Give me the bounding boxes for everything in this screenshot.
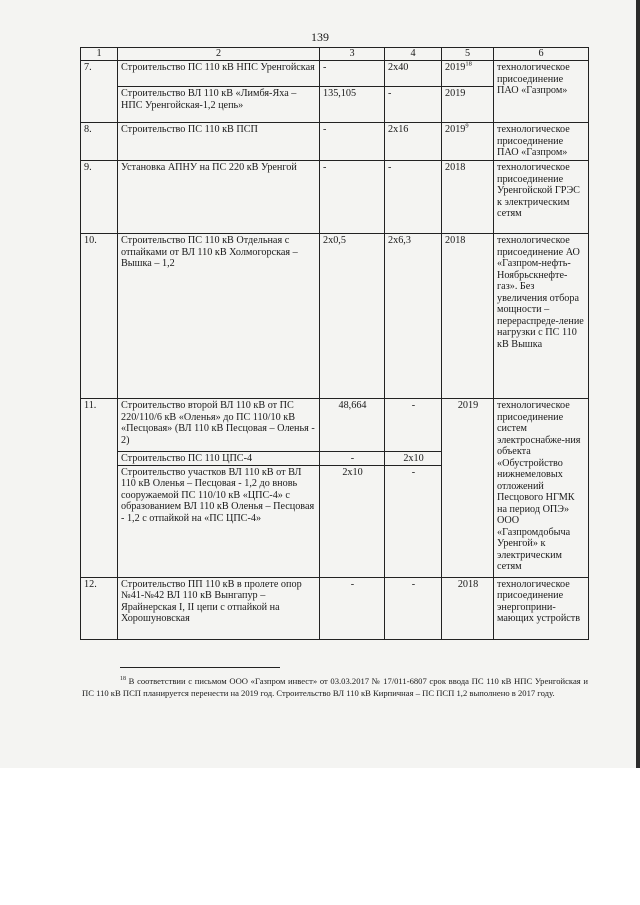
row-capacity: 2х6,3 [385,234,442,399]
header-col-4: 4 [385,48,442,61]
page-number: 139 [311,30,329,44]
row-year: 2018 [442,577,494,639]
table-row [81,577,589,639]
row-purpose: технологическое присоединение энергоприни-мающих устройств [494,577,589,639]
row-description: Строительство участков ВЛ 110 кВ от ВЛ 110 кВ Оленья – Песцовая - 1,2 до вновь сооружаемой ПС 110/10 кВ «ЦПС-4» с образованием ВЛ 110 кВ Оленья – Песцовая - 1,2 с отпайкой на «ПС ЦПС-4» [118,465,320,577]
footnote-divider [120,667,280,668]
table-row [81,399,589,452]
footnote-ref: 9 [465,122,469,130]
header-col-2: 2 [118,48,320,61]
row-description: Строительство ПС 110 кВ Отдельная с отпайками от ВЛ 110 кВ Холмогорская – Вышка – 1,2 [118,234,320,399]
table-row [81,161,589,234]
row-line-length: - [320,452,385,466]
row-year [442,61,494,87]
header-col-1: 1 [81,48,118,61]
footnote [82,676,588,699]
row-capacity: 2х10 [385,452,442,466]
row-line-length: 2х10 [320,465,385,577]
row-description: Строительство второй ВЛ 110 кВ от ПС 220/110/6 кВ «Оленья» до ПС 110/10 кВ «Песцовая» (ВЛ 110 кВ Песцовая – Оленья - 2) [118,399,320,452]
projects-table [80,47,589,640]
row-capacity: - [385,87,442,123]
row-number: 12. [81,577,118,639]
row-capacity: - [385,577,442,639]
row-line-length: - [320,61,385,87]
row-number: 8. [81,123,118,161]
row-year [442,123,494,161]
row-description: Установка АПНУ на ПС 220 кВ Уренгой [118,161,320,234]
row-capacity: - [385,161,442,234]
row-number: 7. [81,61,118,123]
row-description: Строительство ПП 110 кВ в пролете опор №41-№42 ВЛ 110 кВ Вынгапур – Ярайнерская I, II цепи с отпайкой на Хорошуновская [118,577,320,639]
row-description: Строительство ПС 110 ЦПС-4 [118,452,320,466]
row-purpose: технологическое присоединение Уренгойской ГРЭС к электрическим сетям [494,161,589,234]
row-number: 9. [81,161,118,234]
row-line-length: - [320,123,385,161]
row-purpose: технологическое присоединение систем электроснабже-ния объекта «Обустройство нижнемеловых отложений Песцового НГМК на период ОПЭ» ООО «Газпромдобыча Уренгой» к электрическим сетям [494,399,589,578]
row-purpose: технологическое присоединение ПАО «Газпром» [494,61,589,123]
row-purpose: технологическое присоединение АО «Газпром-нефть-Ноябрьскнефте-газ». Без увеличения отбора мощности – перераспреде-ление нагрузки с ПС 110 кВ Вышка [494,234,589,399]
row-capacity: 2х40 [385,61,442,87]
row-capacity: - [385,465,442,577]
row-year: 2019 [442,87,494,123]
row-line-length: - [320,577,385,639]
row-description: Строительство ВЛ 110 кВ «Лимбя-Яха – НПС Уренгойская-1,2 цепь» [118,87,320,123]
row-description: Строительство ПС 110 кВ ПСП [118,123,320,161]
row-line-length: 48,664 [320,399,385,452]
row-line-length: 2х0,5 [320,234,385,399]
header-col-6: 6 [494,48,589,61]
header-col-3: 3 [320,48,385,61]
table-row [81,234,589,399]
row-capacity: 2х16 [385,123,442,161]
row-year: 2019 [442,399,494,578]
row-year-value: 2019 [445,124,466,135]
row-line-length: 135,105 [320,87,385,123]
footnote-ref: 18 [465,60,472,68]
row-description: Строительство ПС 110 кВ НПС Уренгойская [118,61,320,87]
row-year: 2018 [442,234,494,399]
row-purpose: технологическое присоединение ПАО «Газпром» [494,123,589,161]
table-row [81,61,589,87]
footnote-marker: 18 [120,676,126,683]
scan-edge [636,0,640,768]
row-capacity: - [385,399,442,452]
footnote-text: В соответствии с письмом ООО «Газпром инвест» от 03.03.2017 № 17/011-6807 срок ввода ПС 110 кВ НПС Уренгойская и ПС 110 кВ ПСП планируется перенести на 2019 год. Строительство ВЛ 110 кВ Кирпичная – ПС ПСП 1,2 выполнено в 2017 году. [82,676,588,698]
table-row [81,123,589,161]
row-number: 10. [81,234,118,399]
row-year-value: 2019 [445,62,466,73]
row-number: 11. [81,399,118,578]
table-header-row [81,48,589,61]
row-line-length: - [320,161,385,234]
row-year: 2018 [442,161,494,234]
header-col-5: 5 [442,48,494,61]
